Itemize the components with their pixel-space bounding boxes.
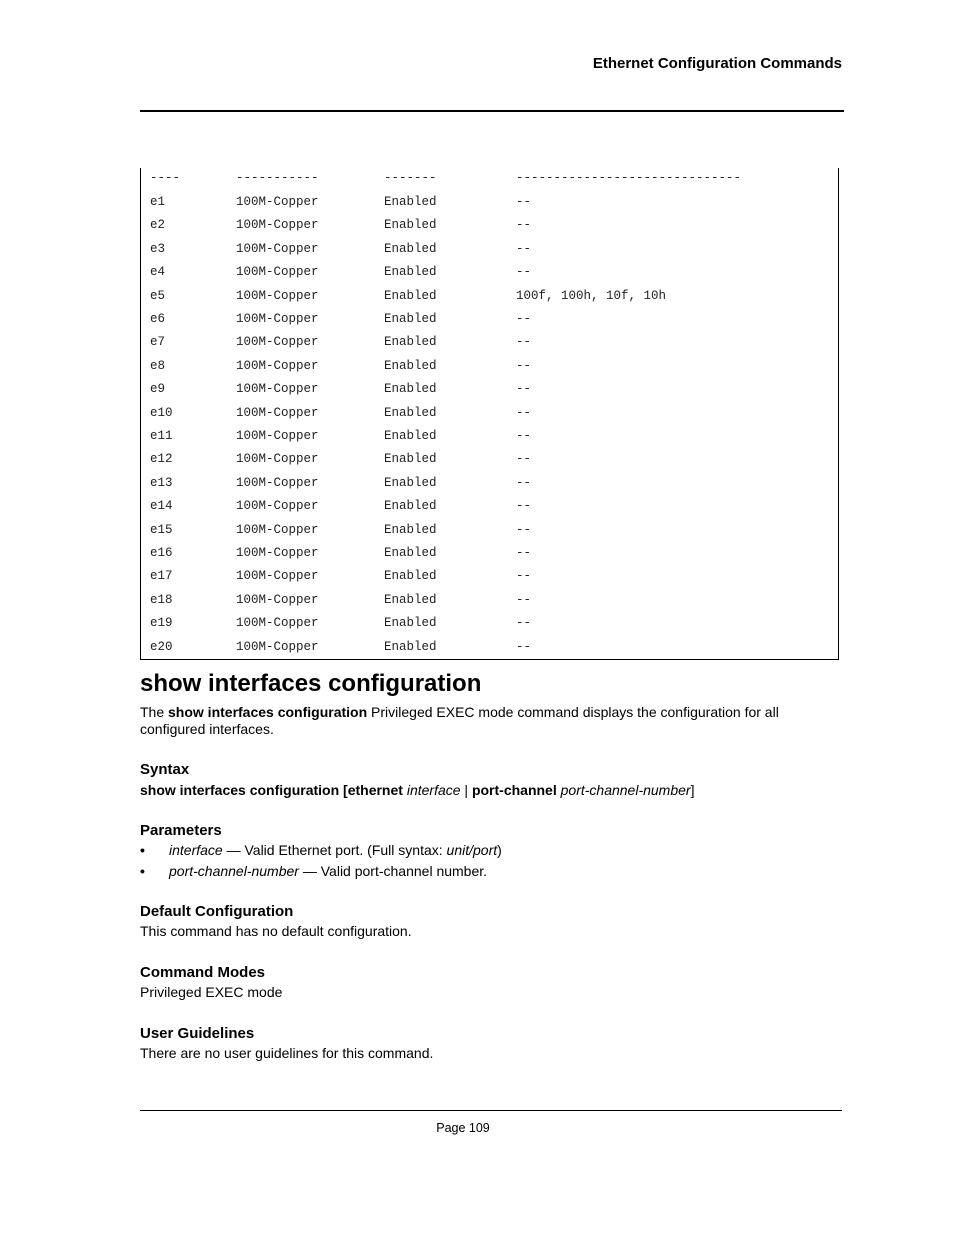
table-cell: e8	[150, 358, 166, 373]
table-cell: 100M-Copper	[236, 452, 319, 467]
table-cell: 100M-Copper	[236, 546, 319, 560]
parameter-term: interface	[169, 842, 223, 858]
table-cell: Enabled	[384, 475, 437, 490]
table-row	[141, 452, 838, 468]
separator-cell: ------------------------------	[516, 171, 742, 185]
table-cell: e18	[150, 592, 173, 607]
table-cell: --	[516, 522, 532, 537]
table-row	[141, 335, 838, 351]
table-cell: Enabled	[384, 241, 437, 256]
table-cell: --	[516, 475, 532, 490]
table-cell: Enabled	[384, 429, 437, 443]
syntax-close-bracket: ]	[690, 782, 695, 798]
table-cell: 100M-Copper	[236, 265, 319, 280]
separator-cell: -------	[384, 171, 437, 185]
parameter-desc: — Valid Ethernet port. (Full syntax:	[222, 842, 447, 858]
table-cell: Enabled	[384, 616, 437, 631]
table-cell: --	[516, 639, 532, 654]
table-cell: e16	[150, 546, 173, 560]
table-cell: --	[516, 405, 532, 420]
table-cell: --	[516, 265, 532, 280]
table-cell: 100M-Copper	[236, 499, 319, 514]
table-cell: Enabled	[384, 358, 437, 373]
table-cell: Enabled	[384, 546, 437, 560]
table-cell: Enabled	[384, 499, 437, 514]
table-cell: e1	[150, 195, 166, 209]
table-cell: --	[516, 195, 532, 209]
intro-prefix: The	[140, 704, 169, 720]
table-row	[141, 523, 838, 539]
syntax-heading: Syntax	[140, 761, 190, 778]
table-cell: Enabled	[384, 195, 437, 209]
table-cell: 100M-Copper	[236, 639, 319, 654]
section-title: show interfaces configuration	[140, 670, 482, 697]
table-row	[141, 429, 838, 445]
table-cell: Enabled	[384, 405, 437, 420]
table-cell: Enabled	[384, 452, 437, 467]
parameters-heading: Parameters	[140, 822, 222, 839]
table-cell: Enabled	[384, 639, 437, 654]
syntax-arg-port-channel-number: port-channel-number	[560, 782, 691, 798]
table-cell: 100M-Copper	[236, 616, 319, 631]
bullet-icon: •	[140, 863, 145, 879]
table-cell: e17	[150, 569, 173, 584]
table-row	[141, 359, 838, 375]
table-cell: 100M-Copper	[236, 592, 319, 607]
table-cell: 100M-Copper	[236, 475, 319, 490]
table-row	[141, 382, 838, 398]
table-cell: Enabled	[384, 312, 437, 326]
table-row	[141, 406, 838, 422]
table-row	[141, 218, 838, 234]
table-cell: 100M-Copper	[236, 522, 319, 537]
table-cell: --	[516, 592, 532, 607]
separator-cell: ----	[150, 171, 181, 185]
table-cell: --	[516, 382, 532, 397]
syntax-command: show interfaces configuration [ethernet	[140, 782, 407, 798]
table-row	[141, 265, 838, 281]
footer-rule	[140, 1110, 842, 1111]
table-row	[141, 242, 838, 258]
table-cell: 100M-Copper	[236, 195, 319, 209]
table-cell: Enabled	[384, 592, 437, 607]
table-cell: 100M-Copper	[236, 288, 319, 303]
parameter-term: port-channel-number	[169, 863, 299, 879]
parameter-end: )	[497, 842, 502, 858]
parameter-term2: unit/port	[446, 842, 498, 858]
table-cell: e10	[150, 405, 173, 420]
intro-command: show interfaces configuration	[168, 704, 368, 720]
parameter-desc: — Valid port-channel number.	[298, 863, 488, 879]
table-row	[141, 289, 838, 305]
running-header: Ethernet Configuration Commands	[592, 55, 842, 72]
table-cell: e13	[150, 475, 173, 490]
table-row	[141, 593, 838, 609]
table-row	[141, 195, 838, 211]
table-cell: e19	[150, 616, 173, 631]
separator-row	[141, 171, 838, 187]
table-cell: Enabled	[384, 569, 437, 584]
default-configuration-heading: Default Configuration	[140, 903, 294, 920]
separator-cell: -----------	[236, 171, 319, 185]
table-cell: --	[516, 218, 532, 233]
table-cell: e2	[150, 218, 166, 233]
code-output-box	[140, 168, 839, 660]
table-cell: e9	[150, 382, 166, 397]
table-cell: --	[516, 452, 532, 467]
syntax-pipe: |	[460, 782, 472, 798]
table-cell: --	[516, 569, 532, 584]
header-rule	[140, 110, 844, 112]
intro-line2: configured interfaces.	[140, 721, 274, 737]
table-cell: e12	[150, 452, 173, 467]
table-cell: --	[516, 546, 532, 560]
bullet-icon: •	[140, 842, 145, 858]
table-cell: e14	[150, 499, 173, 514]
table-cell: 100M-Copper	[236, 429, 319, 443]
table-row	[141, 569, 838, 585]
intro-paragraph	[140, 704, 779, 738]
table-row	[141, 546, 838, 562]
table-cell: Enabled	[384, 288, 437, 303]
table-cell: Enabled	[384, 522, 437, 537]
table-cell: Enabled	[384, 265, 437, 280]
table-cell: Enabled	[384, 382, 437, 397]
table-cell: 100f, 100h, 10f, 10h	[516, 288, 667, 303]
table-cell: Enabled	[384, 335, 437, 350]
user-guidelines-text: There are no user guidelines for this command.	[140, 1045, 434, 1061]
page-number: Page 109	[436, 1121, 490, 1135]
table-cell: e15	[150, 522, 173, 537]
table-cell: e3	[150, 241, 166, 256]
syntax-line	[140, 782, 694, 799]
table-cell: e5	[150, 288, 166, 303]
table-row	[141, 476, 838, 492]
table-cell: 100M-Copper	[236, 335, 319, 350]
table-cell: 100M-Copper	[236, 569, 319, 584]
syntax-port-channel: port-channel	[471, 782, 561, 798]
table-cell: --	[516, 312, 532, 326]
command-modes-heading: Command Modes	[140, 964, 266, 981]
table-cell: --	[516, 335, 532, 350]
table-cell: --	[516, 429, 532, 443]
table-cell: Enabled	[384, 218, 437, 233]
table-cell: e11	[150, 429, 173, 443]
table-row	[141, 616, 838, 632]
table-cell: e4	[150, 265, 166, 280]
user-guidelines-heading: User Guidelines	[140, 1025, 255, 1042]
table-cell: 100M-Copper	[236, 241, 319, 256]
table-cell: --	[516, 616, 532, 631]
table-cell: e6	[150, 312, 166, 326]
syntax-arg-interface: interface	[406, 782, 461, 798]
table-cell: 100M-Copper	[236, 312, 319, 326]
table-cell: --	[516, 499, 532, 514]
table-cell: e7	[150, 335, 166, 350]
table-row	[141, 312, 838, 328]
table-cell: e20	[150, 639, 173, 654]
table-cell: --	[516, 241, 532, 256]
command-modes-text: Privileged EXEC mode	[140, 984, 283, 1000]
default-configuration-text: This command has no default configuration.	[140, 923, 412, 939]
intro-line1-rest: Privileged EXEC mode command displays the configuration for all	[367, 704, 779, 720]
table-cell: 100M-Copper	[236, 405, 319, 420]
table-cell: 100M-Copper	[236, 382, 319, 397]
table-row	[141, 499, 838, 515]
table-row	[141, 640, 838, 656]
table-cell: 100M-Copper	[236, 218, 319, 233]
table-cell: --	[516, 358, 532, 373]
table-cell: 100M-Copper	[236, 358, 319, 373]
